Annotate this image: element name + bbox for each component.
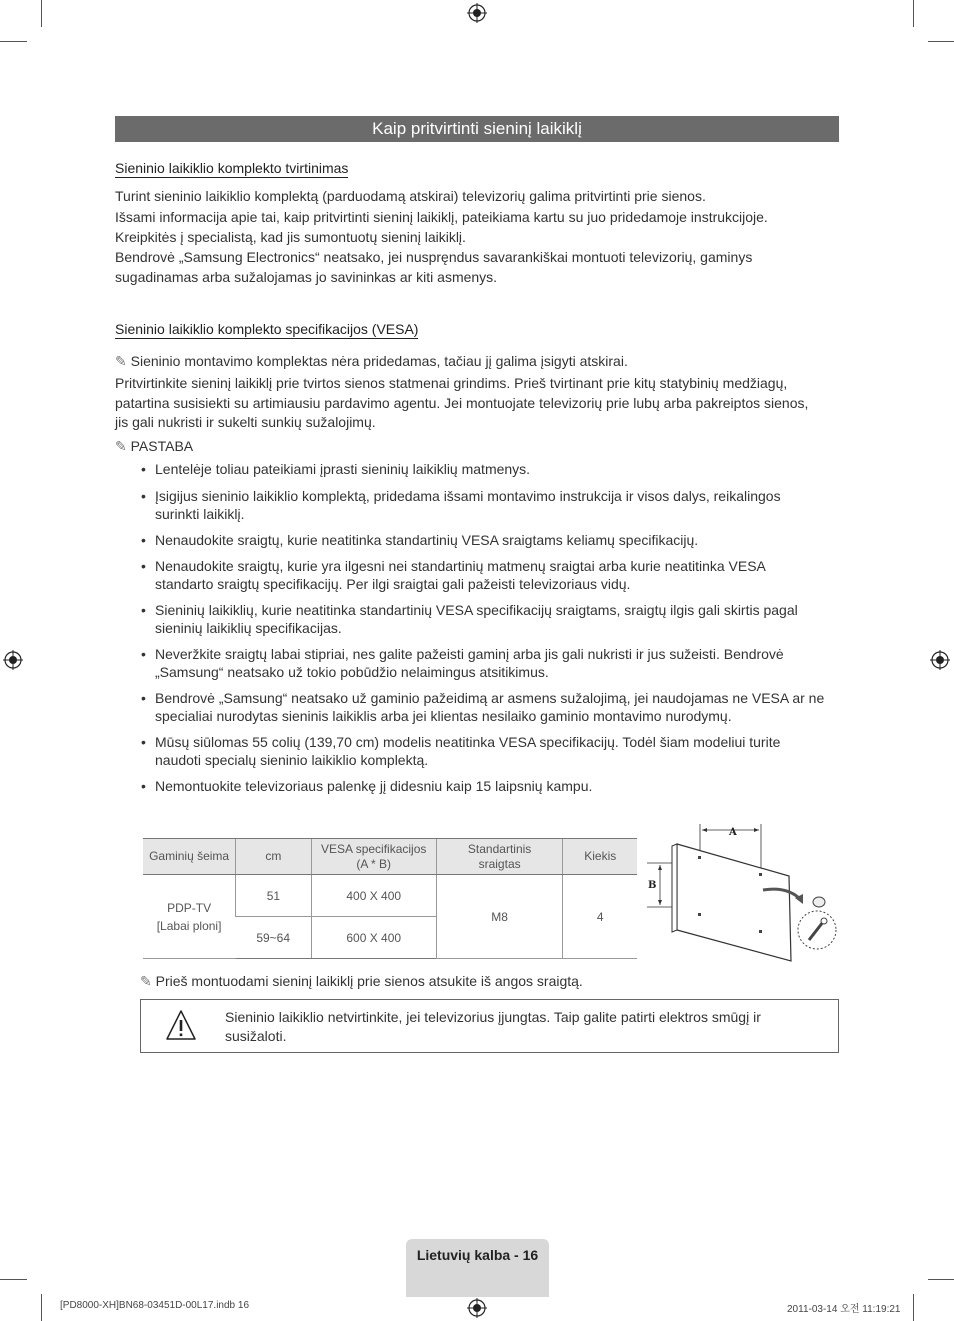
paragraph: Pritvirtinkite sieninį laikiklį prie tvirtos sienos statmenai grindims. Prieš tvirtinant prie kitų statybinių medžiagų, [115,375,788,391]
table-header: Kiekis [563,839,637,875]
list-item: • Neveržkite sraigtų labai stipriai, nes galite pažeisti gaminį arba jis gali nukristi ir jus sužeisti. Bendrovė „Samsung“ neatsako už tokio pobūdžio nelaimingus atsitikimus. [141,646,784,680]
note-text: Prieš montuodami sieninį laikiklį prie sienos atsukite iš angos sraigtą. [155,973,583,989]
table-cell: 600 X 400 [311,917,436,959]
section-heading-vesa: Sieninio laikiklio komplekto specifikacijos (VESA) [115,321,419,337]
pencil-note-icon: ✎ [140,974,152,990]
table-cell-family: PDP-TV [Labai ploni] [143,875,236,959]
pencil-note-icon: ✎ [115,354,127,370]
note-text: Sieninio montavimo komplektas nėra pridedamas, tačiau jį galima įsigyti atskirai. [130,353,628,369]
dimension-label-b: B [648,880,657,891]
note-label: PASTABA [130,438,194,454]
registration-mark-icon [3,650,23,670]
list-item: • Bendrovė „Samsung“ neatsako už gaminio pažeidimą ar asmens sužalojimą, jei naudojamas ne VESA ar ne specialiai nurodytas sieninis laikiklis arba jei klientas nesilaiko gaminio montavimo nurodymų. [141,690,825,724]
table-header: Standartinis sraigtas [436,839,563,875]
paragraph: Išsami informacija apie tai, kaip pritvirtinti sieninį laikiklį, pateikiama kartu su juo pridedamoje instrukcijoje. [115,209,768,225]
paragraph: sugadinamas arba sužalojamas jo savininkas ar kiti asmenys. [115,269,498,285]
list-item: • Nenaudokite sraigtų, kurie yra ilgesni nei standartinių matmenų sraigtai arba kurie neatitinka VESA standarto sraigtų specifikacijų. Per ilgi sraigtai gali pažeisti televizoriaus vidų. [141,558,766,592]
wall-mount-diagram [643,818,843,964]
table-cell: 59~64 [236,917,312,959]
paragraph: Bendrovė „Samsung Electronics“ neatsako, jei nuspręndus savarankiškai montuoti televizorių, gaminys [115,249,753,265]
list-item: • Lentelėje toliau pateikiami įprasti sieninių laikiklių matmenys. [141,461,531,477]
dimension-label-a: A [729,827,737,838]
page-title: Kaip pritvirtinti sieninį laikiklį [115,116,839,142]
page-number: Lietuvių kalba - 16 [416,1247,539,1263]
crop-mark [913,1294,914,1321]
page-number-tab [406,1239,549,1297]
list-item: • Sieninių laikiklių, kurie neatitinka standartinių VESA specifikacijų sraigtams, sraigtų ilgis gali skirtis pagal sieninių laikiklių specifikacijas. [141,602,798,636]
paragraph: Turint sieninio laikiklio komplektą (parduodamą atskirai) televizorių galima pritvirtinti prie sienos. [115,188,706,204]
list-item: • Įsigijus sieninio laikiklio komplektą, pridedama išsami montavimo instrukcija ir visos dalys, reikalingos surinkti laikiklį. [141,488,781,522]
registration-mark-icon [930,650,950,670]
list-item: • Nemontuokite televizoriaus palenkę jį didesniu kaip 15 laipsnių kampu. [141,778,593,794]
warning-triangle-icon [165,1009,197,1041]
paragraph: jis gali nukristi ir sukelti sunkių sužalojimų. [115,414,376,430]
note-line [115,351,839,372]
section-heading-mounting: Sieninio laikiklio komplekto tvirtinimas [115,160,349,176]
list-item: • Mūsų siūlomas 55 colių (139,70 cm) modelis neatitinka VESA specifikacijų. Todėl šiam modeliui turite naudoti specialų sieninio laikiklio komplektą. [141,734,781,768]
table-header: cm [236,839,312,875]
table-header-row [143,839,637,875]
crop-mark [913,0,914,27]
file-info: [PD8000-XH]BN68-03451D-00L17.indb 16 [60,1300,250,1311]
crop-mark [928,1279,954,1280]
paragraph: Kreipkitės į specialistą, kad jis sumontuotų sieninį laikiklį. [115,229,466,245]
crop-mark [0,41,27,42]
notes-list [115,460,839,803]
registration-mark-icon [467,3,487,23]
crop-mark [41,0,42,27]
table-cell-qty: 4 [563,875,637,959]
table-header: Gaminių šeima [143,839,236,875]
warning-text: Sieninio laikiklio netvirtinkite, jei televizorius įjungtas. Taip galite patirti elektros smūgį ir susižaloti. [225,1009,761,1044]
note-label-line [115,436,839,457]
list-item: • Nenaudokite sraigtų, kurie neatitinka standartinių VESA sraigtams keliamų specifikacijų. [141,532,699,548]
table-header: VESA specifikacijos (A * B) [311,839,436,875]
table-cell: 51 [236,875,312,917]
note-line [140,971,830,992]
table-cell-screw: M8 [436,875,563,959]
pencil-note-icon: ✎ [115,439,127,455]
crop-mark [0,1279,27,1280]
warning-box [140,999,839,1053]
crop-mark [928,41,954,42]
paragraph: patartina susisiekti su artimiausiu pardavimo agentu. Jei montuojate televizorių prie lubų arba pakreiptos sienos, [115,395,809,411]
table-row [143,875,637,917]
vesa-spec-table [143,838,637,959]
table-cell: 400 X 400 [311,875,436,917]
crop-mark [41,1294,42,1321]
registration-mark-icon [467,1298,487,1318]
print-timestamp: 2011-03-14 오전 11:19:21 [787,1304,901,1315]
